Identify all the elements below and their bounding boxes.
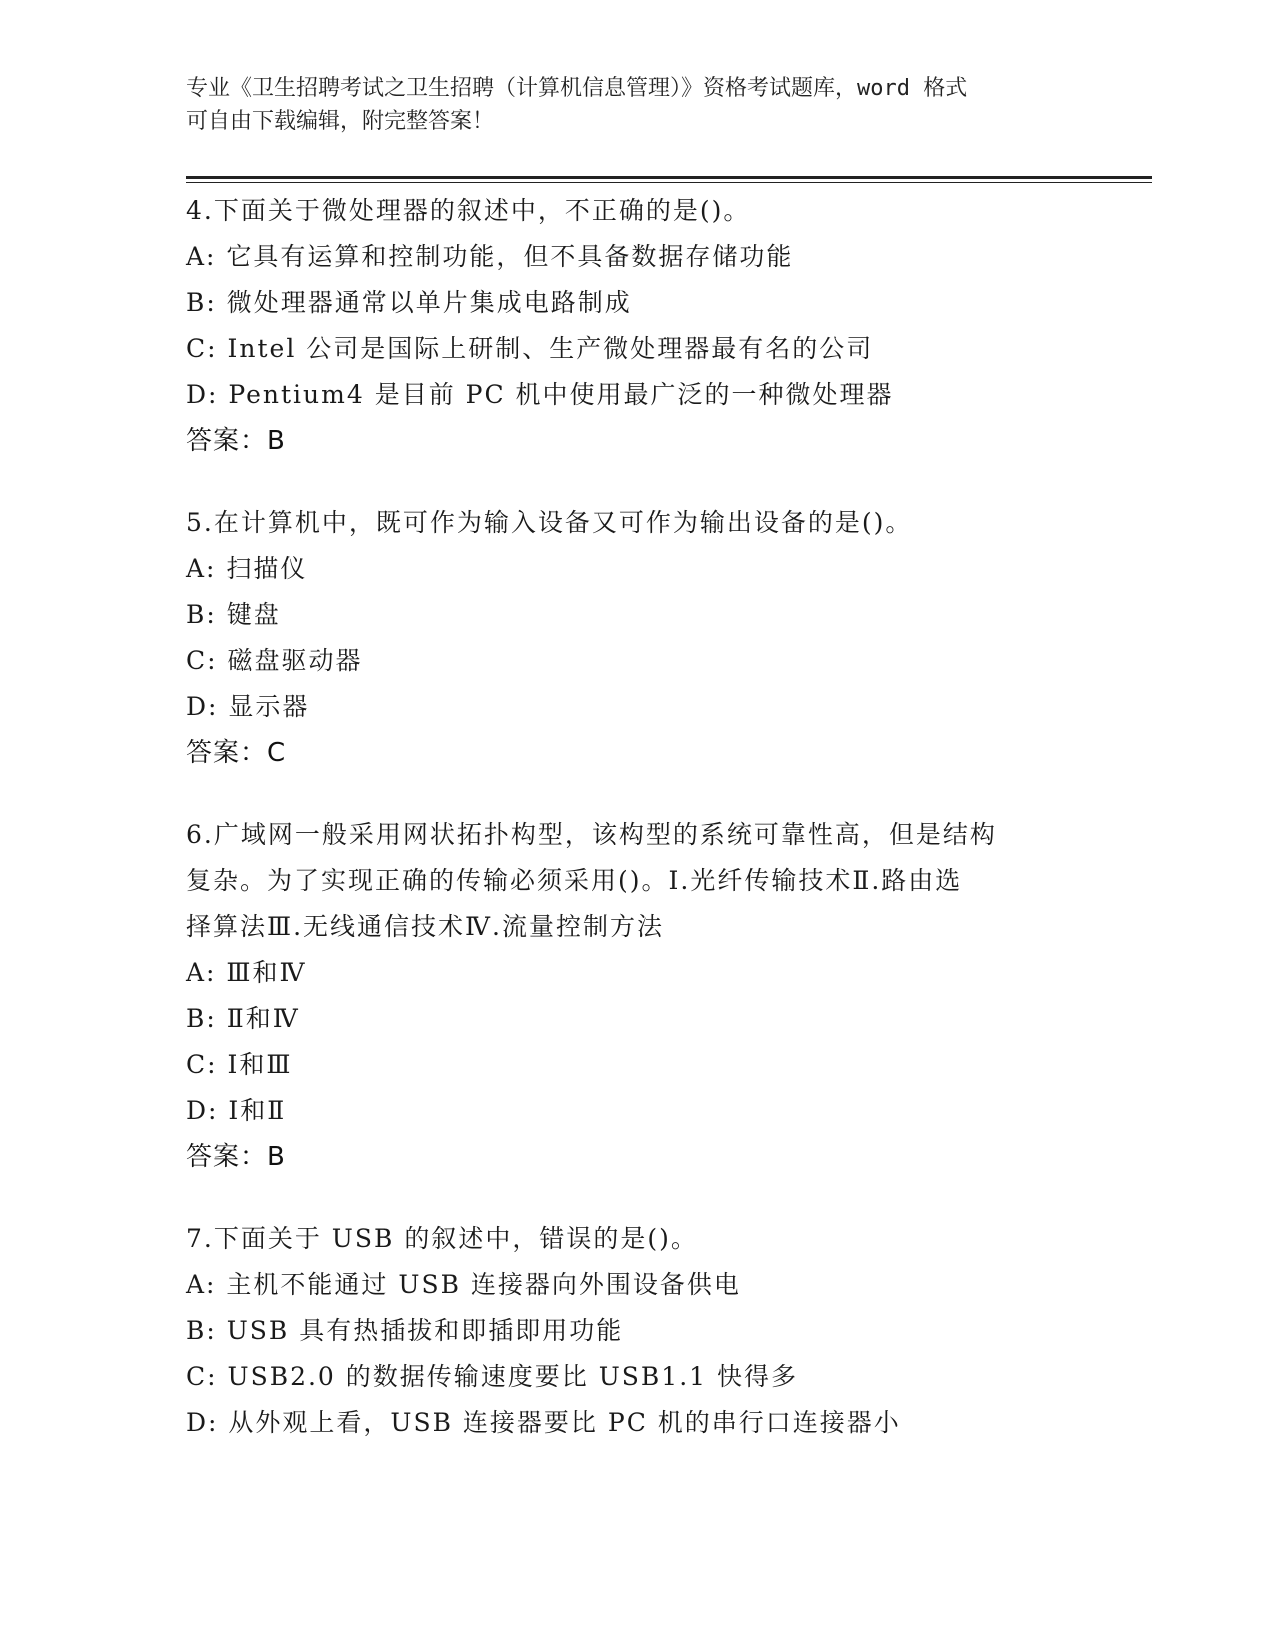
option-b: B: USB 具有热插拔和即插即用功能 <box>186 1316 624 1345</box>
question-stem-line-2: 复杂。为了实现正确的传输必须采用()。Ⅰ.光纤传输技术Ⅱ.路由选 <box>186 866 963 895</box>
answer-label: 答案：B <box>186 426 286 456</box>
answer-label: 答案：B <box>186 1142 286 1172</box>
option-a: A: Ⅲ和Ⅳ <box>186 958 307 987</box>
option-c: C: Ⅰ和Ⅲ <box>186 1050 293 1079</box>
question-stem-line-3: 择算法Ⅲ.无线通信技术Ⅳ.流量控制方法 <box>186 912 664 941</box>
header-divider-thick <box>186 176 1152 179</box>
question-stem: 4.下面关于微处理器的叙述中，不正确的是()。 <box>186 196 751 225</box>
header-line-1: 专业《卫生招聘考试之卫生招聘（计算机信息管理）》资格考试题库，word 格式 <box>186 76 968 101</box>
question-stem: 7.下面关于 USB 的叙述中，错误的是()。 <box>186 1224 698 1253</box>
question-7 <box>186 1216 1086 1446</box>
option-d: D: 从外观上看，USB 连接器要比 PC 机的串行口连接器小 <box>186 1408 901 1437</box>
option-c: C: Intel 公司是国际上研制、生产微处理器最有名的公司 <box>186 334 874 363</box>
option-b: B: 键盘 <box>186 600 281 629</box>
header-divider-thin <box>186 182 1152 183</box>
question-stem-line-1: 6.广域网一般采用网状拓扑构型，该构型的系统可靠性高，但是结构 <box>186 820 997 849</box>
option-b: B: 微处理器通常以单片集成电路制成 <box>186 288 632 317</box>
option-c: C: 磁盘驱动器 <box>186 646 363 675</box>
answer-label: 答案：C <box>186 738 287 768</box>
option-a: A: 主机不能通过 USB 连接器向外围设备供电 <box>186 1270 741 1299</box>
question-5 <box>186 500 1086 776</box>
question-4 <box>186 188 1086 464</box>
document-header <box>186 72 1086 138</box>
question-list <box>186 188 1086 1482</box>
option-d: D: Pentium4 是目前 PC 机中使用最广泛的一种微处理器 <box>186 380 894 409</box>
option-b: B: Ⅱ和Ⅳ <box>186 1004 300 1033</box>
option-d: D: Ⅰ和Ⅱ <box>186 1096 287 1125</box>
option-c: C: USB2.0 的数据传输速度要比 USB1.1 快得多 <box>186 1362 798 1391</box>
header-line-2: 可自由下载编辑，附完整答案！ <box>186 109 495 134</box>
option-d: D: 显示器 <box>186 692 310 721</box>
question-stem: 5.在计算机中，既可作为输入设备又可作为输出设备的是()。 <box>186 508 913 537</box>
question-6 <box>186 812 1086 1180</box>
option-a: A: 扫描仪 <box>186 554 308 583</box>
option-a: A: 它具有运算和控制功能，但不具备数据存储功能 <box>186 242 794 271</box>
